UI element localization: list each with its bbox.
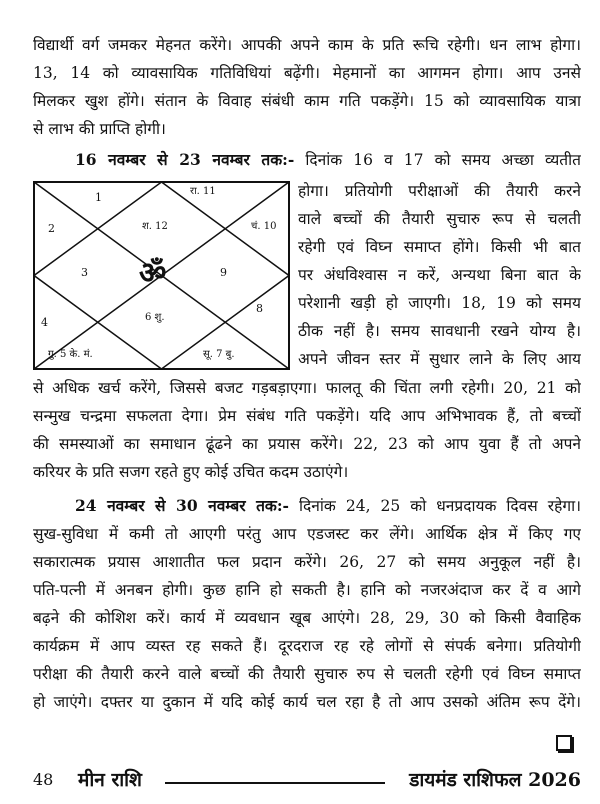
text-line: हो जाएंगे। दफ्तर या दुकान में यदि कोई कार्य चल रहा है तो आप उसको अंतिम रूप देंगे। bbox=[33, 693, 581, 711]
planet-right-top: चं. 10 bbox=[251, 221, 277, 232]
text-line: होगा। प्रतियोगी परीक्षाओं की तैयारी करने bbox=[298, 182, 581, 200]
section-2-heading: 24 नवम्बर से 30 नवम्बर तक:- bbox=[75, 496, 289, 515]
section-1-first-text: दिनांक 16 व 17 को समय अच्छा व्यतीत bbox=[305, 151, 581, 169]
section-2-first-line bbox=[75, 496, 581, 516]
planet-top: रा. 11 bbox=[190, 186, 216, 197]
house-9: 9 bbox=[220, 266, 227, 279]
text-line: 13, 14 को व्यावसायिक गतिविधियां बढ़ेंगी। मेहमानों का आगमन होगा। आप उनसे bbox=[33, 64, 581, 82]
footer-rule bbox=[165, 782, 385, 784]
text-line: वाले बच्चों की तैयारी सुचारु रूप से चलती bbox=[298, 210, 581, 228]
footer-left-title: मीन राशि bbox=[78, 769, 142, 791]
text-line: रहेगी एवं विघ्न समाप्त होंगे। किसी भी बात bbox=[298, 238, 581, 256]
page-footer bbox=[33, 765, 581, 795]
text-line: पर अंधविश्वास न करें, अन्यथा बिना बात के bbox=[298, 266, 581, 284]
text-line: मिलकर खुश होंगे। संतान के विवाह संबंधी काम गति पकड़ेंगे। 15 को व्यावसायिक यात्रा bbox=[33, 92, 581, 110]
planet-bottom-right: सू. 7 बु. bbox=[203, 349, 235, 360]
text-line: की समस्याओं का समाधान ढूंढने का प्रयास करेंगे। 22, 23 को आप युवा हैं तो अपने bbox=[33, 435, 581, 453]
house-3: 3 bbox=[81, 266, 88, 279]
footer-right-title: डायमंड राशिफल 2026 bbox=[409, 769, 581, 791]
text-line: सन्मुख चन्द्रमा सफलता देगा। प्रेम संबंध गति पकड़ेंगे। यदि आप अभिभावक हैं, तो बच्चों bbox=[33, 407, 581, 425]
text-line: विद्यार्थी वर्ग जमकर मेहनत करेंगे। आपकी अपने काम के प्रति रूचि रहेगी। धन लाभ होगा। bbox=[33, 36, 581, 54]
text-line: से अधिक खर्च करेंगे, जिससे बजट गड़बड़ाएगा। फालतू की चिंता लगी रहेगी। 20, 21 को bbox=[33, 379, 581, 397]
text-line: परीक्षा की तैयारी करने वाले बच्चों की तैयारी सुचारु रुप से चलती रहेगी एवं विघ्न समाप्त bbox=[33, 665, 581, 683]
text-line: सकारात्मक प्रयास आशातीत फल प्रदान करेंगे। 26, 27 को समय अनुकूल नहीं है। bbox=[33, 553, 581, 571]
om-symbol: ॐ bbox=[139, 256, 167, 291]
planet-center-top: श. 12 bbox=[142, 221, 168, 232]
page-number: 48 bbox=[33, 770, 54, 789]
house-2: 2 bbox=[48, 222, 55, 235]
text-line: सुख-सुविधा में कमी तो आएगी परंतु आप एडजस्ट कर लेंगे। आर्थिक क्षेत्र में किए गए bbox=[33, 525, 581, 543]
text-line: करियर के प्रति सजग रहते हुए कोई उचित कदम उठाएंगे। bbox=[33, 463, 349, 481]
house-4: 4 bbox=[41, 316, 48, 329]
text-line: अपने जीवन स्तर में सुधार लाने के लिए आय bbox=[298, 350, 581, 368]
planet-bottom-left: गु. 5 के. मं. bbox=[48, 349, 93, 360]
end-of-section-box-icon bbox=[556, 735, 572, 751]
text-line: कार्यक्रम में आप व्यस्त रह सकते हैं। दूरदराज रह रहे लोगों से संपर्क बनेगा। प्रतियोगी bbox=[33, 637, 581, 655]
text-line: पति-पत्नी में अनबन होगी। कुछ हानि हो सकती है। हानि को नजरअंदाज कर दें व आगे bbox=[33, 581, 581, 599]
text-line: ठीक नहीं है। समय सावधानी रखने योग्य है। bbox=[298, 322, 581, 340]
house-1: 1 bbox=[95, 191, 102, 204]
text-line: परेशानी खड़ी हो जाएगी। 18, 19 को समय bbox=[298, 294, 581, 312]
section-2-first-text: दिनांक 24, 25 को धनप्रदायक दिवस रहेगा। bbox=[299, 497, 581, 515]
planet-center-bottom: 6 शु. bbox=[145, 312, 165, 323]
house-8: 8 bbox=[256, 302, 263, 315]
section-1-first-line bbox=[75, 150, 581, 170]
text-line: से लाभ की प्राप्ति होगी। bbox=[33, 120, 166, 138]
section-1-heading: 16 नवम्बर से 23 नवम्बर तक:- bbox=[75, 150, 295, 169]
text-line: बढ़ने की कोशिश करें। कार्य में व्यवधान खूब आएंगे। 28, 29, 30 को किसी वैवाहिक bbox=[33, 609, 581, 627]
horoscope-chart bbox=[33, 181, 290, 370]
